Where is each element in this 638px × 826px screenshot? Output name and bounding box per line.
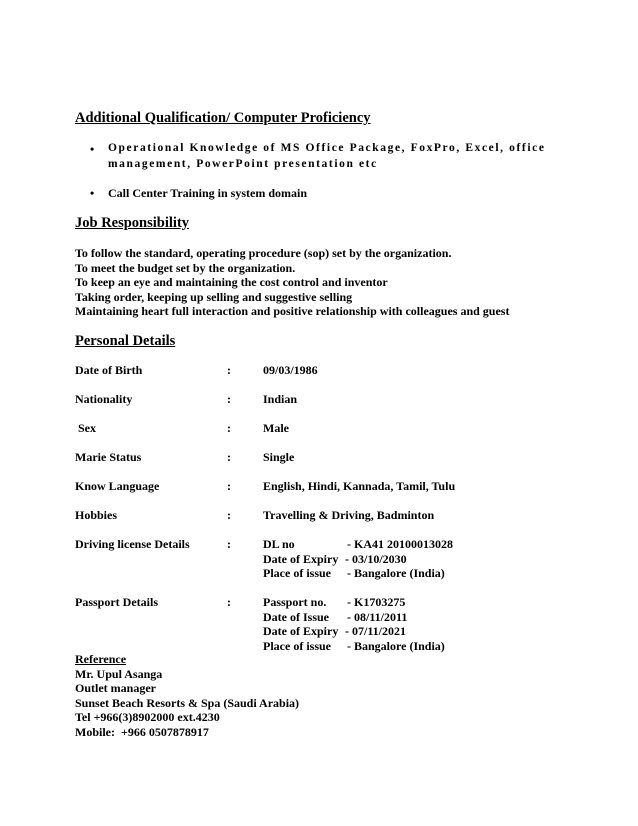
- job-line: Maintaining heart full interaction and positive relationship with colleagues and guest: [75, 304, 510, 318]
- passport-place-value: - Bangalore (India): [347, 638, 445, 653]
- reference-name: Mr. Upul Asanga: [75, 666, 163, 681]
- colon: :: [227, 479, 231, 493]
- passport-issue-value: - 08/11/2011: [347, 609, 408, 624]
- passport-place-key: Place of issue: [263, 638, 331, 653]
- reference-company: Sunset Beach Resorts & Spa (Saudi Arabia): [75, 695, 300, 710]
- dl-no-value: - KA41 20100013028: [347, 537, 453, 551]
- dl-place-value: - Bangalore (India): [347, 566, 445, 580]
- colon: :: [227, 595, 231, 609]
- passport-expiry-key: Date of Expiry: [263, 624, 339, 638]
- job-line: To follow the standard, operating procedure (sop) set by the organization.: [75, 246, 452, 260]
- bullet-icon: •: [90, 142, 95, 156]
- reference-title: Outlet manager: [75, 681, 156, 695]
- colon: :: [227, 450, 231, 464]
- colon: :: [227, 508, 231, 522]
- qualification-bullet-1-line-1: Operational Knowledge of MS Office Package, FoxPro, Excel, office: [108, 142, 546, 154]
- language-value: English, Hindi, Kannada, Tamil, Tulu: [263, 479, 456, 493]
- colon: :: [227, 363, 231, 377]
- marital-status-label: Marie Status: [75, 450, 142, 464]
- passport-no-key: Passport no.: [263, 595, 327, 609]
- colon: :: [227, 392, 231, 406]
- colon: :: [227, 537, 231, 551]
- bullet-icon: •: [90, 186, 95, 200]
- driving-license-label: Driving license Details: [75, 537, 190, 551]
- reference-mobile: Mobile: +966 0507878917: [75, 724, 209, 739]
- sex-value: Male: [263, 421, 289, 435]
- colon: :: [227, 421, 231, 435]
- dl-expiry-value: - 03/10/2030: [345, 551, 407, 566]
- job-line: Taking order, keeping up selling and suggestive selling: [75, 289, 353, 304]
- nationality-value: Indian: [263, 392, 298, 406]
- dob-value: 09/03/1986: [263, 363, 318, 377]
- dl-expiry-key: Date of Expiry: [263, 551, 339, 566]
- qualification-heading: Additional Qualification/ Computer Proficiency: [75, 110, 371, 126]
- language-label: Know Language: [75, 479, 160, 493]
- dob-label: Date of Birth: [75, 363, 143, 377]
- passport-issue-key: Date of Issue: [263, 609, 329, 624]
- marital-status-value: Single: [263, 450, 295, 464]
- sex-label: Sex: [78, 421, 96, 435]
- qualification-bullet-2: Call Center Training in system domain: [108, 186, 308, 200]
- dl-place-key: Place of issue: [263, 566, 331, 580]
- hobbies-label: Hobbies: [75, 508, 118, 522]
- passport-no-value: - K1703275: [347, 595, 406, 609]
- passport-expiry-value: - 07/11/2021: [345, 624, 407, 638]
- passport-label: Passport Details: [75, 595, 158, 609]
- reference-tel: Tel +966(3)8902000 ext.4230: [75, 710, 220, 724]
- dl-no-key: DL no: [263, 537, 295, 551]
- job-line: To meet the budget set by the organization.: [75, 260, 296, 275]
- job-line: To keep an eye and maintaining the cost control and inventor: [75, 275, 388, 289]
- nationality-label: Nationality: [75, 392, 133, 406]
- job-heading: Job Responsibility: [75, 215, 190, 231]
- hobbies-value: Travelling & Driving, Badminton: [263, 508, 435, 522]
- qualification-bullet-1-line-2: management, PowerPoint presentation etc: [108, 158, 378, 170]
- reference-heading: Reference: [75, 652, 127, 666]
- personal-heading: Personal Details: [75, 333, 176, 349]
